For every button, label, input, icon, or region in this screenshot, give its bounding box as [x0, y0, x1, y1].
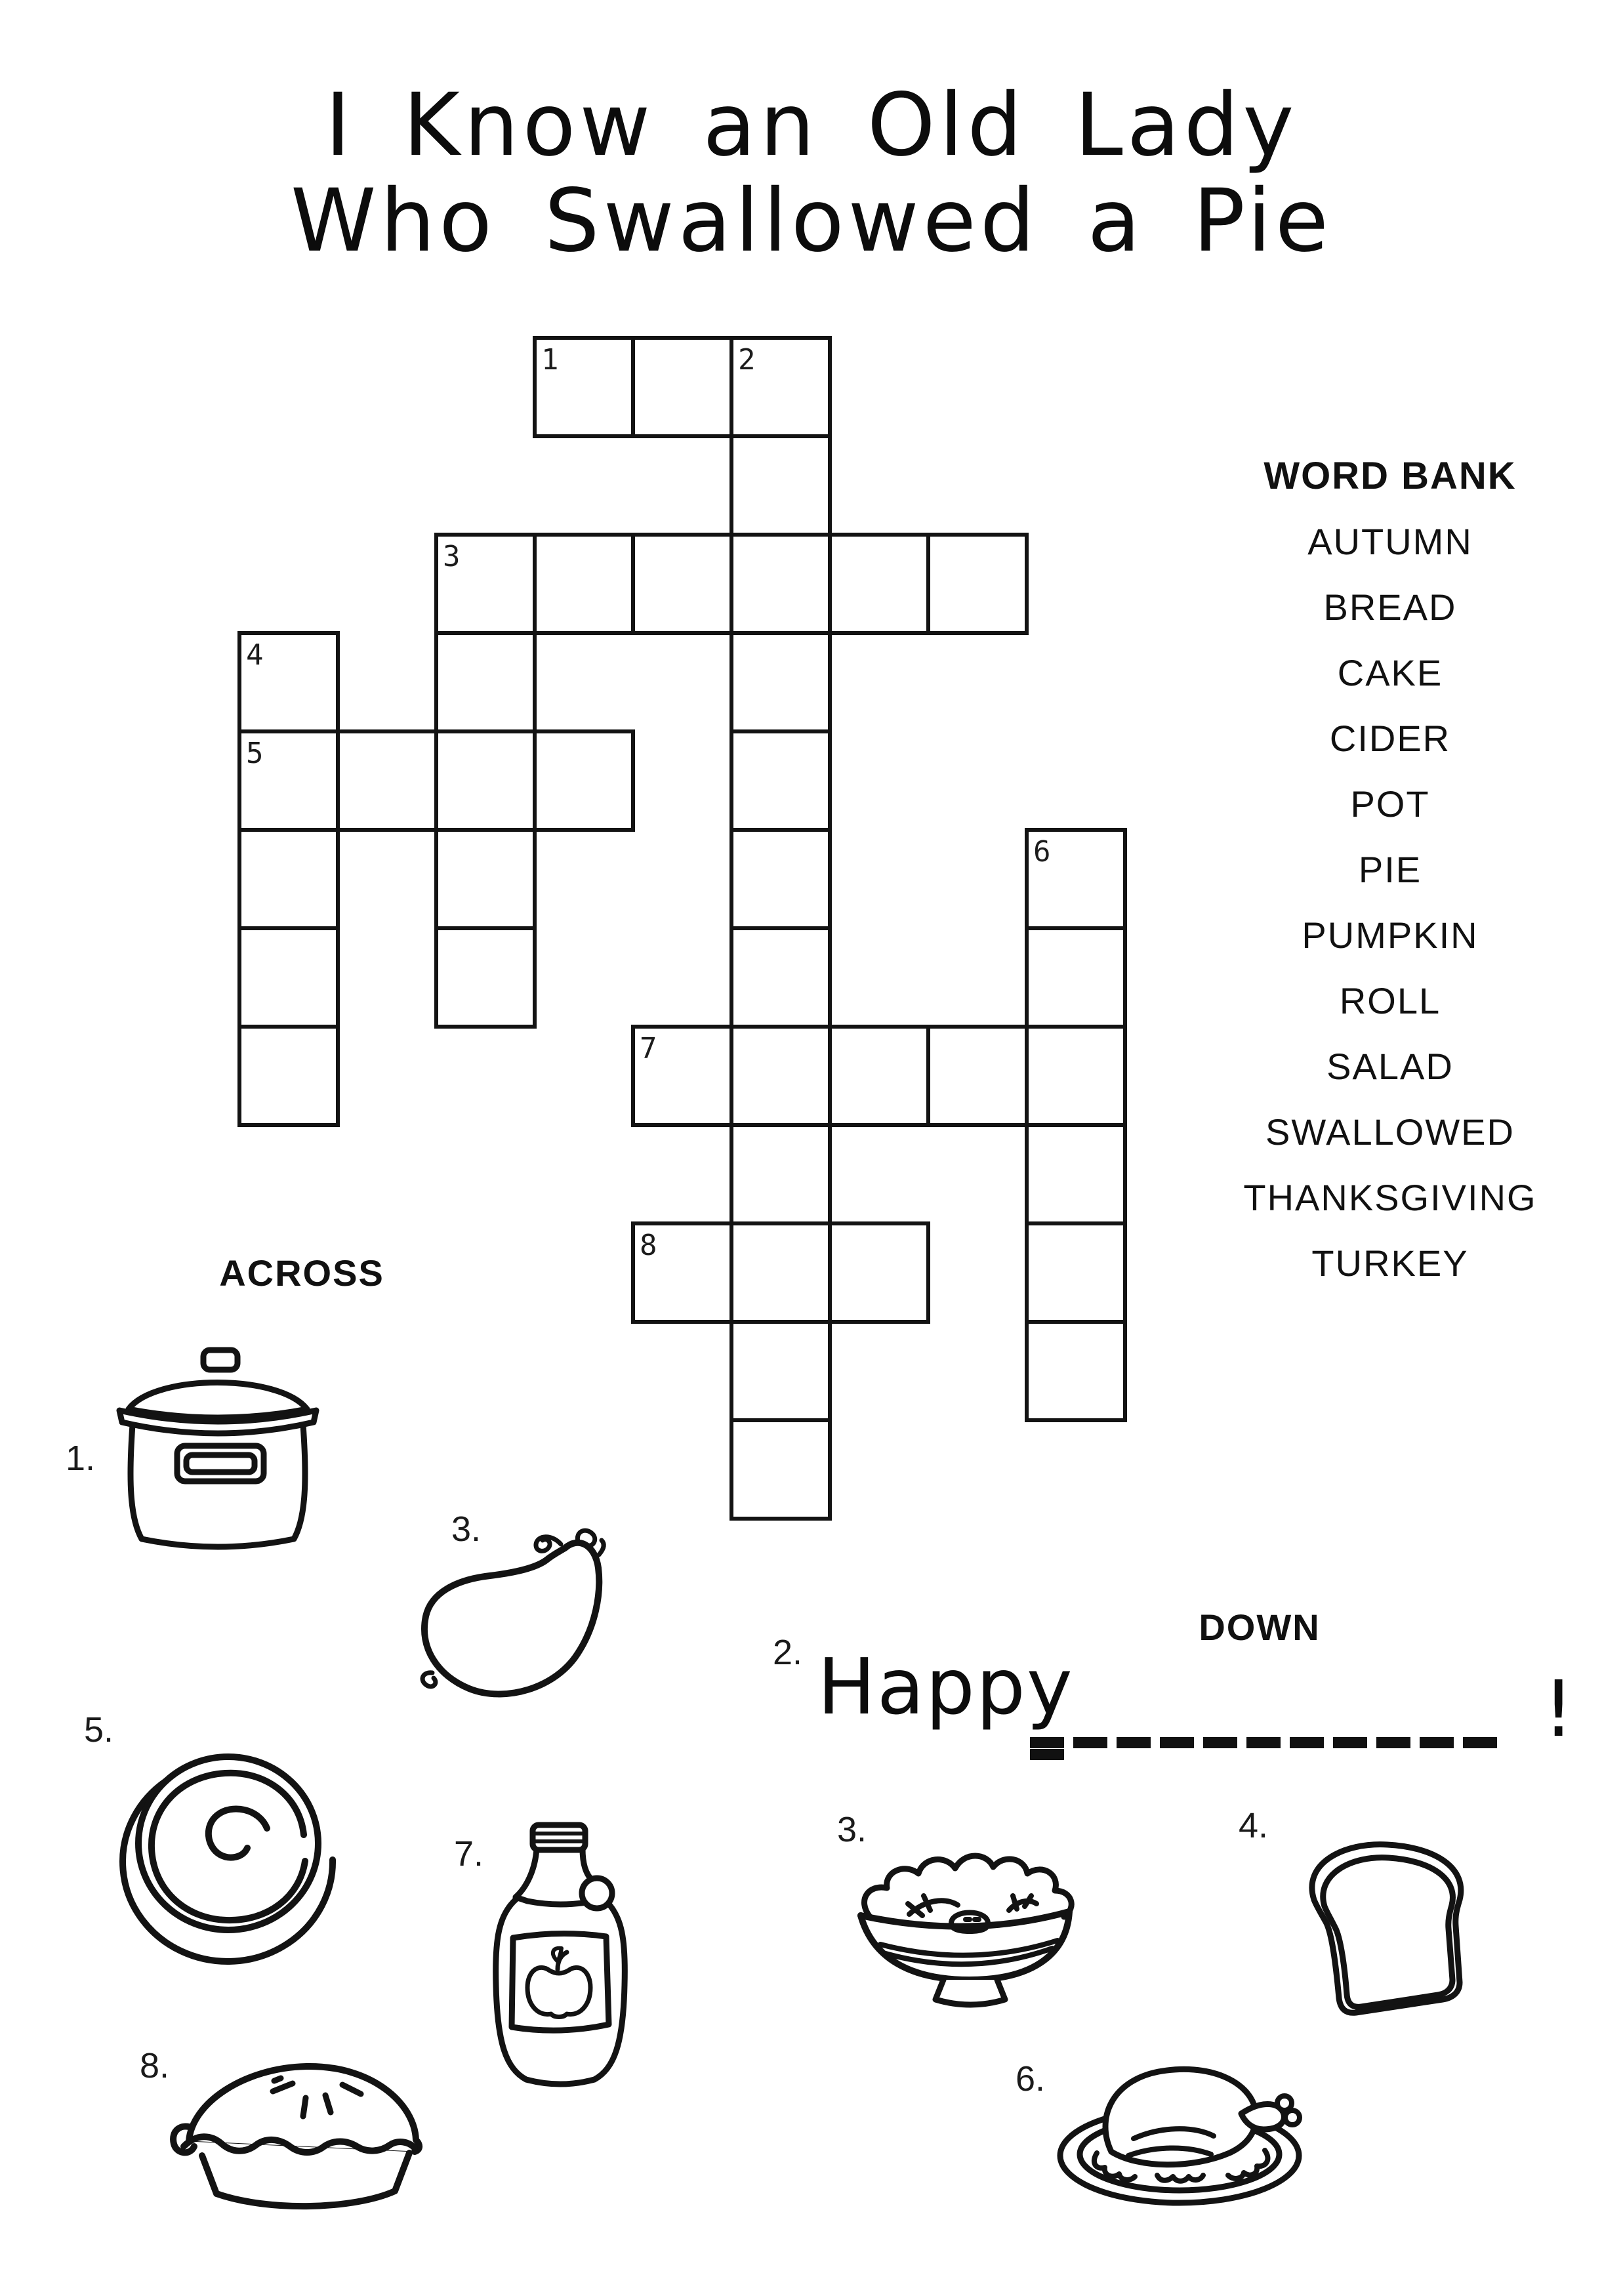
grid-cell-r11c5[interactable]	[731, 1420, 830, 1519]
answer-dash[interactable]	[1203, 1737, 1237, 1748]
grid-cell-r8c5[interactable]	[731, 1125, 830, 1223]
answer-dash[interactable]	[1463, 1737, 1497, 1748]
word-bank-list	[1193, 509, 1587, 1296]
cell-number-5: 5	[246, 737, 264, 770]
answer-dash[interactable]	[1030, 1749, 1064, 1760]
across-clue-3-number: 3.	[451, 1509, 482, 1549]
page-title	[0, 75, 1623, 272]
grid-cell-r9c8[interactable]	[1027, 1223, 1125, 1322]
grid-cell-r7c0[interactable]	[239, 1027, 338, 1125]
squash-icon	[403, 1515, 623, 1712]
cell-number-6: 6	[1033, 835, 1051, 869]
crossword-grid	[237, 336, 1127, 1521]
grid-cell-r2c5[interactable]	[731, 535, 830, 633]
answer-dash[interactable]	[1246, 1737, 1281, 1748]
word-bank-item: PIE	[1358, 849, 1422, 890]
grid-cell-r10c8[interactable]	[1027, 1322, 1125, 1420]
answer-dash[interactable]	[1333, 1737, 1367, 1748]
page-title-line2: Who Swallowed a Pie	[291, 171, 1332, 272]
pot-icon	[113, 1346, 323, 1556]
grid-cell-r1c5[interactable]	[731, 436, 830, 535]
bread-slice-icon	[1283, 1828, 1476, 2031]
grid-cell-r2c6[interactable]	[830, 535, 928, 633]
answer-dash[interactable]	[1030, 1737, 1064, 1748]
answer-dash[interactable]	[1073, 1737, 1107, 1748]
pie-icon	[163, 2041, 438, 2225]
grid-cell-r4c5[interactable]	[731, 731, 830, 830]
exclamation-mark: !	[1543, 1664, 1574, 1754]
down-clue-4-number: 4.	[1239, 1806, 1269, 1845]
grid-cell-r3c5[interactable]	[731, 633, 830, 731]
grid-cell-r7c8[interactable]	[1027, 1027, 1125, 1125]
grid-cell-r9c5[interactable]	[731, 1223, 830, 1322]
word-bank-item: THANKSGIVING	[1243, 1177, 1537, 1218]
word-bank-item: PUMPKIN	[1302, 914, 1479, 956]
grid-cell-r9c6[interactable]	[830, 1223, 928, 1322]
word-bank-item: TURKEY	[1311, 1242, 1469, 1284]
word-bank-item: CIDER	[1329, 718, 1451, 759]
grid-cell-r0c4[interactable]	[633, 338, 731, 436]
cell-number-3: 3	[443, 540, 461, 573]
across-clue-8-number: 8.	[140, 2046, 170, 2085]
across-heading: ACROSS	[219, 1252, 384, 1294]
across-clue-1-number: 1.	[66, 1439, 96, 1478]
grid-cell-r7c7[interactable]	[928, 1027, 1027, 1125]
down-heading: DOWN	[1199, 1607, 1321, 1648]
word-bank-item: POT	[1350, 783, 1430, 825]
cell-number-8: 8	[640, 1229, 657, 1262]
answer-dash[interactable]	[1376, 1737, 1410, 1748]
word-bank-item: CAKE	[1337, 652, 1443, 693]
turkey-platter-icon	[1054, 2039, 1306, 2209]
cell-number-2: 2	[738, 343, 756, 377]
word-bank-item: BREAD	[1323, 586, 1457, 628]
grid-cell-r6c5[interactable]	[731, 928, 830, 1027]
answer-dash[interactable]	[1290, 1737, 1324, 1748]
word-bank-item: ROLL	[1339, 980, 1441, 1021]
word-bank-item: SWALLOWED	[1265, 1111, 1515, 1153]
cinnamon-roll-icon	[102, 1729, 341, 1965]
salad-bowl-icon	[845, 1835, 1094, 2022]
page-title-line1: I Know an Old Lady	[325, 75, 1298, 176]
cider-jug-icon	[484, 1821, 636, 2091]
answer-dash[interactable]	[1160, 1737, 1194, 1748]
across-clue-7-number: 7.	[454, 1834, 484, 1874]
grid-cell-r6c8[interactable]	[1027, 928, 1125, 1027]
grid-cell-r4c3[interactable]	[535, 731, 633, 830]
happy-prompt: Happy	[817, 1641, 1074, 1732]
word-bank	[1193, 443, 1587, 1296]
cell-number-1: 1	[541, 343, 559, 377]
word-bank-heading: WORD BANK	[1263, 455, 1517, 497]
down-clue-2-number: 2.	[773, 1633, 803, 1672]
grid-cell-r4c1[interactable]	[338, 731, 436, 830]
grid-cell-r3c2[interactable]	[436, 633, 535, 731]
word-bank-item: AUTUMN	[1307, 521, 1473, 562]
down-clue-6-number: 6.	[1016, 2059, 1046, 2099]
cell-number-7: 7	[640, 1032, 657, 1065]
grid-cell-r5c0[interactable]	[239, 830, 338, 928]
cell-number-4: 4	[246, 638, 264, 672]
down-clue-3-number: 3.	[837, 1810, 867, 1849]
grid-cell-r2c7[interactable]	[928, 535, 1027, 633]
grid-cell-r7c5[interactable]	[731, 1027, 830, 1125]
grid-cell-r10c5[interactable]	[731, 1322, 830, 1420]
grid-cell-r5c2[interactable]	[436, 830, 535, 928]
grid-cell-r4c2[interactable]	[436, 731, 535, 830]
grid-cell-r2c3[interactable]	[535, 535, 633, 633]
grid-cell-r6c0[interactable]	[239, 928, 338, 1027]
across-clue-5-number: 5.	[84, 1710, 114, 1750]
answer-dash[interactable]	[1420, 1737, 1454, 1748]
grid-cell-r6c2[interactable]	[436, 928, 535, 1027]
grid-cell-r5c5[interactable]	[731, 830, 830, 928]
word-bank-item: SALAD	[1326, 1046, 1454, 1087]
answer-dash[interactable]	[1117, 1737, 1151, 1748]
answer-blank[interactable]	[1030, 1737, 1548, 1749]
grid-cell-r2c4[interactable]	[633, 535, 731, 633]
grid-cell-r8c8[interactable]	[1027, 1125, 1125, 1223]
grid-cell-r7c6[interactable]	[830, 1027, 928, 1125]
